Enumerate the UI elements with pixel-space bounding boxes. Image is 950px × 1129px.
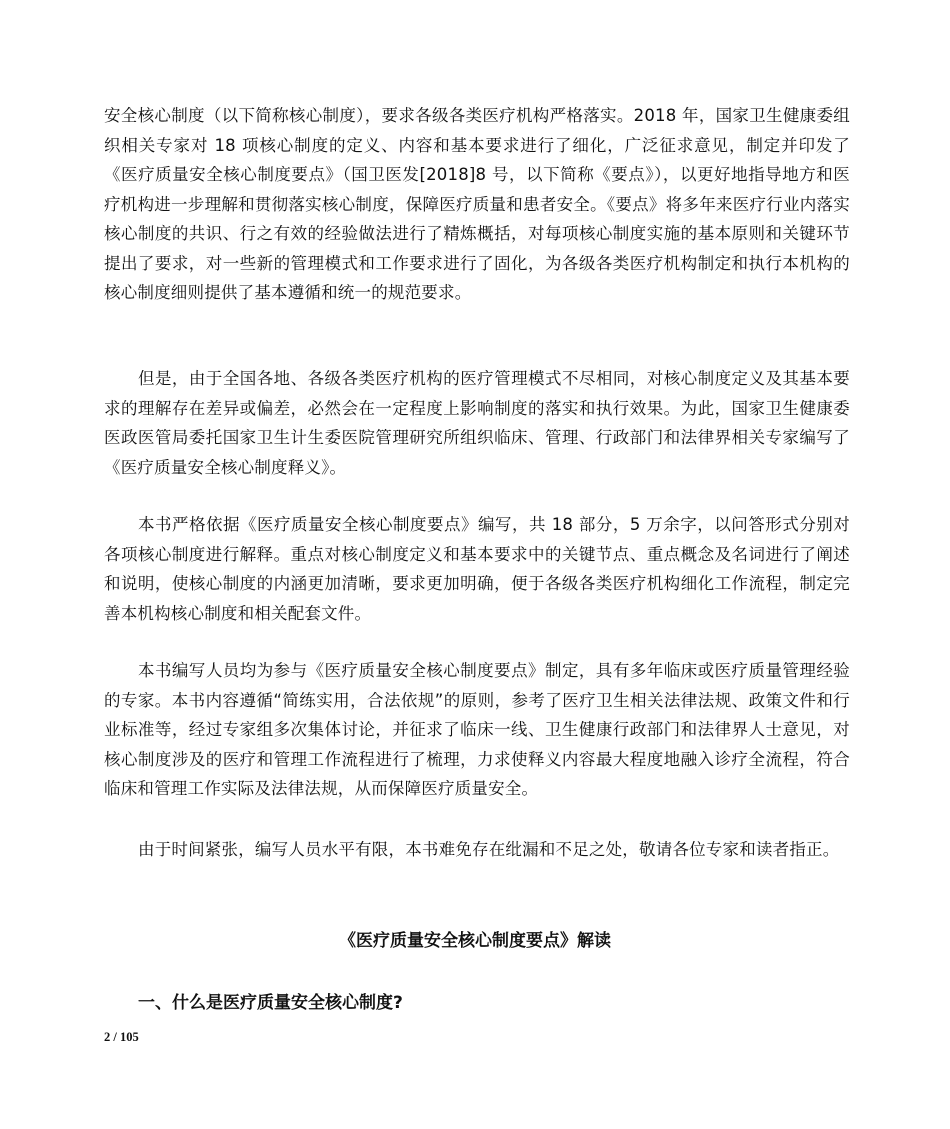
chapter-heading: 《医疗质量安全核心制度要点》解读: [339, 931, 611, 951]
paragraph-book-structure: 本书严格依据《医疗质量安全核心制度要点》编写，共 18 部分，5 万余字，以问答形式分别对各项核心制度进行解释。重点对核心制度定义和基本要求中的关键节点、重点概念及名词进行了阐述和说明，使核心制度的内涵更加清晰，要求更加明确，便于各级各类医疗机构细化工作流程，制定完善本机构核心制度和相关配套文件。: [104, 515, 850, 623]
page-number: 2 / 105: [104, 1030, 139, 1044]
paragraph-disclaimer: 由于时间紧张，编写人员水平有限，本书难免存在纰漏和不足之处，敬请各位专家和读者指正。: [138, 840, 840, 859]
section-heading: 一、什么是医疗质量安全核心制度?: [138, 993, 403, 1013]
paragraph-intro-continued: 安全核心制度（以下简称核心制度），要求各级各类医疗机构严格落实。2018 年，国家卫生健康委组织相关专家对 18 项核心制度的定义、内容和基本要求进行了细化，广泛征求意见，制定并印发了《医疗质量安全核心制度要点》（国卫医发[2018]8 号，以下简称《要点》），以更好地指导地方和医疗机构进一步理解和贯彻落实核心制度，保障医疗质量和患者安全。《要点》将多年来医疗行业内落实核心制度的共识、行之有效的经验做法进行了精炼概括，对每项核心制度实施的基本原则和关键环节提出了要求，对一些新的管理模式和工作要求进行了固化，为各级各类医疗机构制定和执行本机构的核心制度细则提供了基本遵循和统一的规范要求。: [104, 106, 850, 302]
paragraph-background: 但是，由于全国各地、各级各类医疗机构的医疗管理模式不尽相同，对核心制度定义及其基本要求的理解存在差异或偏差，必然会在一定程度上影响制度的落实和执行效果。为此，国家卫生健康委医政医管局委托国家卫生计生委医院管理研究所组织临床、管理、行政部门和法律界相关专家编写了《医疗质量安全核心制度释义》。: [104, 369, 850, 477]
paragraph-authors: 本书编写人员均为参与《医疗质量安全核心制度要点》制定，具有多年临床或医疗质量管理经验的专家。本书内容遵循“简练实用，合法依规”的原则，参考了医疗卫生相关法律法规、政策文件和行业标准等，经过专家组多次集体讨论，并征求了临床一线、卫生健康行政部门和法律界人士意见，对核心制度涉及的医疗和管理工作流程进行了梳理，力求使释义内容最大程度地融入诊疗全流程，符合临床和管理工作实际及法律法规，从而保障医疗质量安全。: [104, 661, 850, 798]
